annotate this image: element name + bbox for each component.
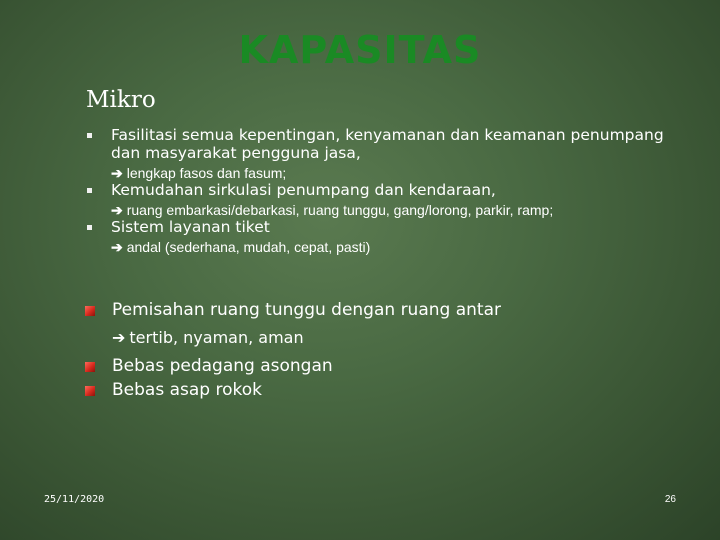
list-item-text: Pemisahan ruang tunggu dengan ruang antar: [112, 300, 501, 320]
list-item: [84, 298, 684, 349]
list-item: [84, 181, 684, 218]
arrow-right-icon: ➔: [111, 165, 123, 181]
slide-subtitle: Mikro: [86, 87, 156, 113]
slide-page-number: 26: [664, 494, 676, 505]
list-item-subtext-label: andal (sederhana, mudah, cepat, pasti): [126, 239, 371, 255]
list-item-subtext-label: lengkap fasos dan fasum;: [126, 165, 287, 181]
arrow-right-icon: ➔: [111, 239, 123, 255]
square-bullet-icon: [87, 133, 92, 138]
arrow-right-icon: ➔: [112, 328, 126, 347]
square-bullet-icon: [87, 188, 92, 193]
red-square-bullet-icon: [85, 362, 95, 372]
list-item-text: Bebas asap rokok: [112, 380, 262, 400]
slide-date: 25/11/2020: [44, 494, 105, 505]
small-bullet-list: [84, 126, 684, 255]
list-item-subtext-label: tertib, nyaman, aman: [129, 328, 304, 347]
list-item-subtext: [112, 327, 684, 349]
slide-title: KAPASITAS: [238, 28, 482, 72]
square-bullet-icon: [87, 225, 92, 230]
list-item: [84, 218, 684, 255]
list-item: [84, 378, 684, 402]
red-square-bullet-icon: [85, 386, 95, 396]
list-item-subtext: [111, 165, 684, 181]
list-item-subtext: [111, 202, 684, 218]
list-item-text: Sistem layanan tiket: [111, 218, 270, 236]
large-bullet-list: [84, 298, 684, 402]
list-item: [84, 126, 684, 181]
list-item-subtext-label: ruang embarkasi/debarkasi, ruang tunggu, gang/lorong, parkir, ramp;: [126, 202, 554, 218]
list-item: [84, 354, 684, 378]
arrow-right-icon: ➔: [111, 202, 123, 218]
list-item-text: Bebas pedagang asongan: [112, 356, 333, 376]
list-item-text: Fasilitasi semua kepentingan, kenyamanan dan keamanan penumpang dan masyarakat pengguna jasa,: [111, 126, 664, 162]
list-item-subtext: [111, 239, 684, 255]
red-square-bullet-icon: [85, 306, 95, 316]
list-item-text: Kemudahan sirkulasi penumpang dan kendaraan,: [111, 181, 496, 199]
